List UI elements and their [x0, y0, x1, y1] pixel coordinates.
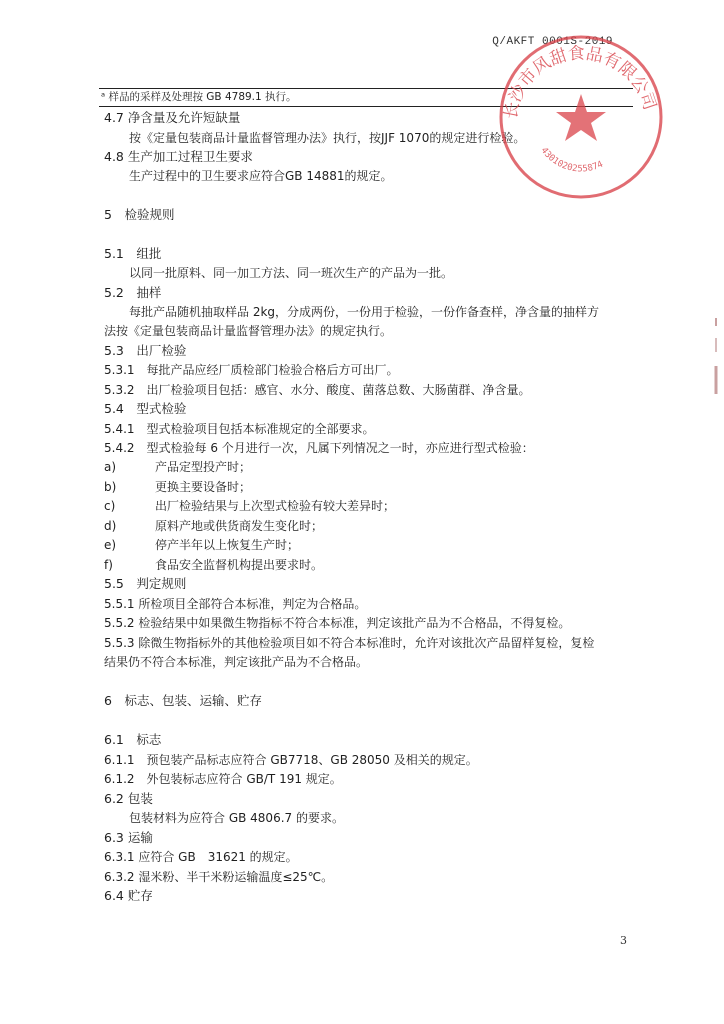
- clause-line: 6.1.1 预包装产品标志应符合 GB7718、GB 28050 及相关的规定。: [104, 753, 478, 767]
- list-item: 产品定型投产时；: [155, 460, 252, 474]
- paragraph-line: 生产过程中的卫生要求应符合GB 14881的规定。: [129, 169, 393, 183]
- paragraph-line: 每批产品随机抽取样品 2kg，分成两份，一份用于检验，一份作备查样，净含量的抽样方: [129, 305, 600, 319]
- section-heading: 6.4 贮存: [104, 888, 153, 903]
- clause-line: 5.5.1 所检项目全部符合本标准，判定为合格品。: [104, 597, 367, 611]
- clause-line: 6.3.1 应符合 GB 31621 的规定。: [104, 850, 298, 864]
- section-heading: 6.2 包装: [104, 791, 153, 806]
- company-seal: [496, 32, 666, 202]
- list-item: 原料产地或供货商发生变化时；: [155, 519, 324, 533]
- section-heading: 4.7 净含量及允许短缺量: [104, 110, 241, 125]
- section-heading: 5.3 出厂检验: [104, 343, 187, 358]
- clause-line: 5.4.1 型式检验项目包括本标准规定的全部要求。: [104, 422, 375, 436]
- footnote: ᵃ 样品的采样及处理按 GB 4789.1 执行。: [101, 91, 297, 103]
- clause-line: 5.3.1 每批产品应经厂质检部门检验合格后方可出厂。: [104, 363, 399, 377]
- list-item: 更换主要设备时；: [155, 480, 252, 494]
- clause-line: 结果仍不符合本标准，判定该批产品为不合格品。: [104, 655, 369, 669]
- list-marker: b): [104, 480, 117, 494]
- paragraph-line: 法按《定量包装商品计量监督管理办法》的规定执行。: [104, 324, 393, 338]
- document-id: Q/AKFT 0001S-2019: [492, 36, 613, 48]
- page-number: 3: [620, 934, 627, 947]
- list-marker: c): [104, 499, 116, 513]
- list-item: 出厂检验结果与上次型式检验有较大差异时；: [155, 499, 396, 513]
- list-marker: d): [104, 519, 117, 533]
- paragraph-line: 包装材料为应符合 GB 4806.7 的要求。: [129, 811, 344, 825]
- svg-text:长沙市风甜食品有限公司: 长沙市风甜食品有限公司: [500, 43, 660, 121]
- clause-line: 5.4.2 型式检验每 6 个月进行一次，凡属下列情况之一时，亦应进行型式检验：: [104, 441, 534, 455]
- svg-text:4301020255874: 4301020255874: [538, 145, 605, 175]
- section-heading: 4.8 生产加工过程卫生要求: [104, 149, 253, 164]
- clause-line: 6.3.2 湿米粉、半干米粉运输温度≤25℃。: [104, 870, 334, 884]
- clause-line: 5.5.3 除微生物指标外的其他检验项目如不符合本标准时，允许对该批次产品留样复检，复检: [104, 636, 595, 650]
- section-heading: 5.2 抽样: [104, 285, 162, 300]
- section-heading: 5.4 型式检验: [104, 401, 187, 416]
- list-marker: e): [104, 538, 117, 552]
- section-heading: 5.1 组批: [104, 246, 162, 261]
- chapter-heading: 6 标志、包装、运输、贮存: [104, 693, 262, 708]
- section-heading: 6.1 标志: [104, 732, 162, 747]
- chapter-heading: 5 检验规则: [104, 207, 175, 222]
- section-heading: 6.3 运输: [104, 830, 153, 845]
- list-item: 食品安全监督机构提出要求时。: [155, 558, 324, 572]
- margin-marks: [712, 318, 720, 398]
- clause-line: 6.1.2 外包装标志应符合 GB/T 191 规定。: [104, 772, 342, 786]
- list-marker: a): [104, 460, 117, 474]
- paragraph-line: 按《定量包装商品计量监督管理办法》执行，按JJF 1070的规定进行检验。: [129, 131, 526, 145]
- seal-star-icon: [556, 94, 606, 141]
- clause-line: 5.5.2 检验结果中如果微生物指标不符合本标准，判定该批产品为不合格品，不得复检。: [104, 616, 571, 630]
- section-heading: 5.5 判定规则: [104, 576, 187, 591]
- paragraph-line: 以同一批原料、同一加工方法、同一班次生产的产品为一批。: [129, 266, 454, 280]
- clause-line: 5.3.2 出厂检验项目包括：感官、水分、酸度、菌落总数、大肠菌群、净含量。: [104, 383, 531, 397]
- list-marker: f): [104, 558, 113, 572]
- list-item: 停产半年以上恢复生产时；: [155, 538, 300, 552]
